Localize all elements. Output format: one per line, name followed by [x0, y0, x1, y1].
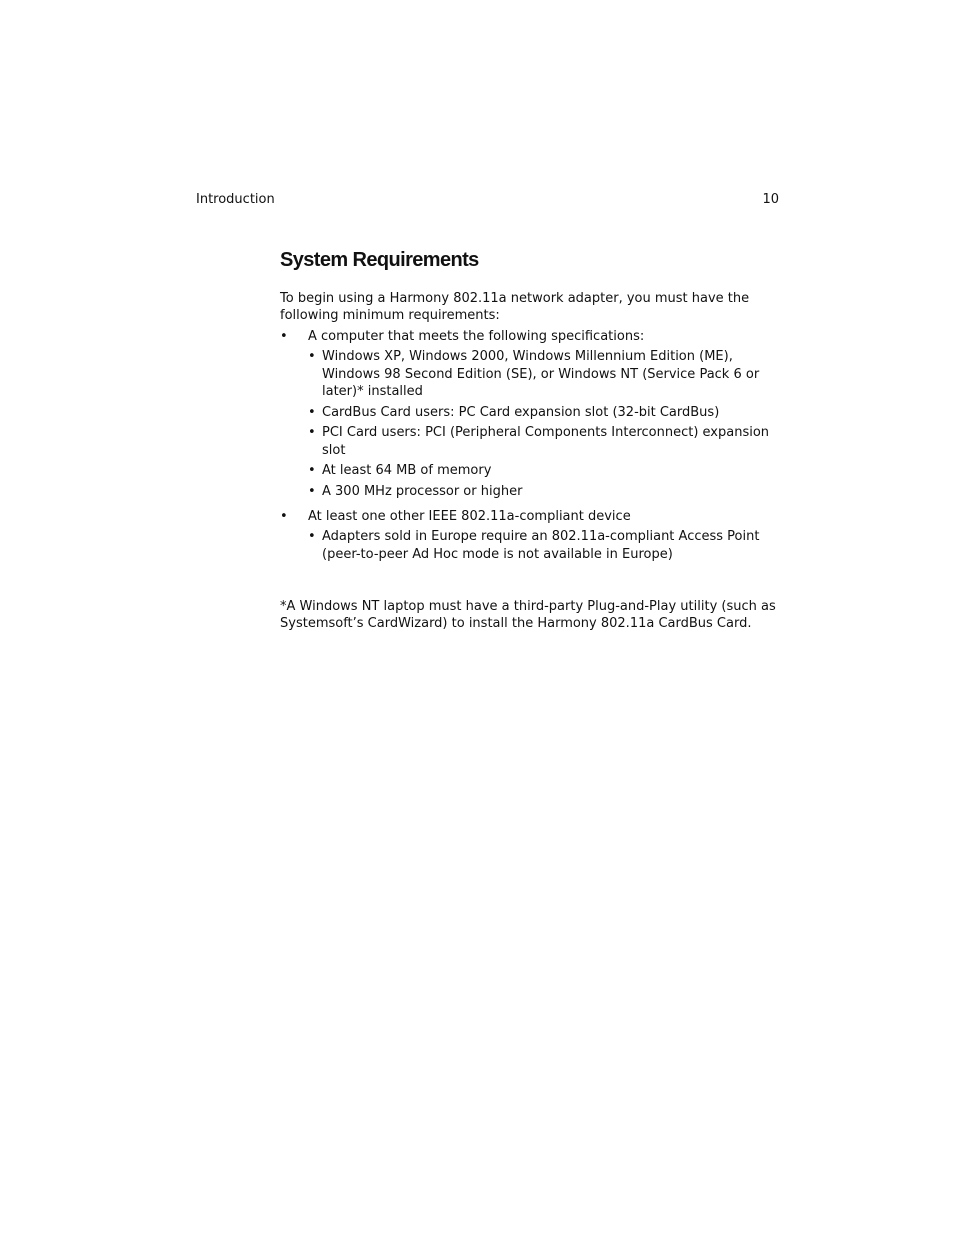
sub-requirement-text: CardBus Card users: PC Card expansion slot (32-bit CardBus)	[322, 404, 720, 420]
bullet-icon: •	[308, 425, 316, 440]
requirement-item	[280, 508, 780, 525]
sub-requirement-text: Windows XP, Windows 2000, Windows Millennium Edition (ME), Windows 98 Second Edition (SE), or Windows NT (Service Pack 6 or later)* installed	[322, 349, 760, 399]
sub-requirement-item	[280, 528, 780, 563]
requirement-text: A computer that meets the following specifications:	[308, 329, 645, 344]
footnote: *A Windows NT laptop must have a third-party Plug-and-Play utility (such as Systemsoft’s CardWizard) to install the Harmony 802.11a CardBus Card.	[280, 599, 776, 631]
bullet-icon: •	[308, 483, 316, 499]
page-number: 10	[762, 192, 779, 207]
sub-requirement-item	[280, 348, 780, 401]
sub-requirement-item	[280, 424, 780, 459]
intro-paragraph: To begin using a Harmony 802.11a network adapter, you must have the following minimum requirements:	[280, 291, 750, 323]
sub-requirement-text: At least 64 MB of memory	[322, 463, 492, 478]
bullet-icon: •	[280, 509, 288, 524]
bullet-icon: •	[308, 463, 316, 478]
sub-requirement-item	[280, 462, 780, 480]
sub-requirement-item	[280, 483, 780, 501]
sub-requirement-item	[280, 404, 780, 422]
bullet-icon: •	[308, 529, 316, 544]
page-content	[280, 246, 780, 645]
sub-requirement-text: Adapters sold in Europe require an 802.11a-compliant Access Point (peer-to-peer Ad Hoc mode is not available in Europe)	[322, 529, 760, 562]
sub-requirement-text: PCI Card users: PCI (Peripheral Components Interconnect) expansion slot	[322, 425, 770, 458]
requirement-item	[280, 328, 780, 345]
bullet-icon: •	[308, 349, 316, 364]
running-header-section: Introduction	[196, 192, 275, 207]
bullet-icon: •	[280, 329, 288, 344]
page-title: System Requirements	[280, 249, 479, 271]
sub-requirement-text: A 300 MHz processor or higher	[322, 483, 523, 499]
bullet-icon: •	[308, 404, 316, 420]
requirement-text: At least one other IEEE 802.11a-compliant device	[308, 509, 631, 524]
